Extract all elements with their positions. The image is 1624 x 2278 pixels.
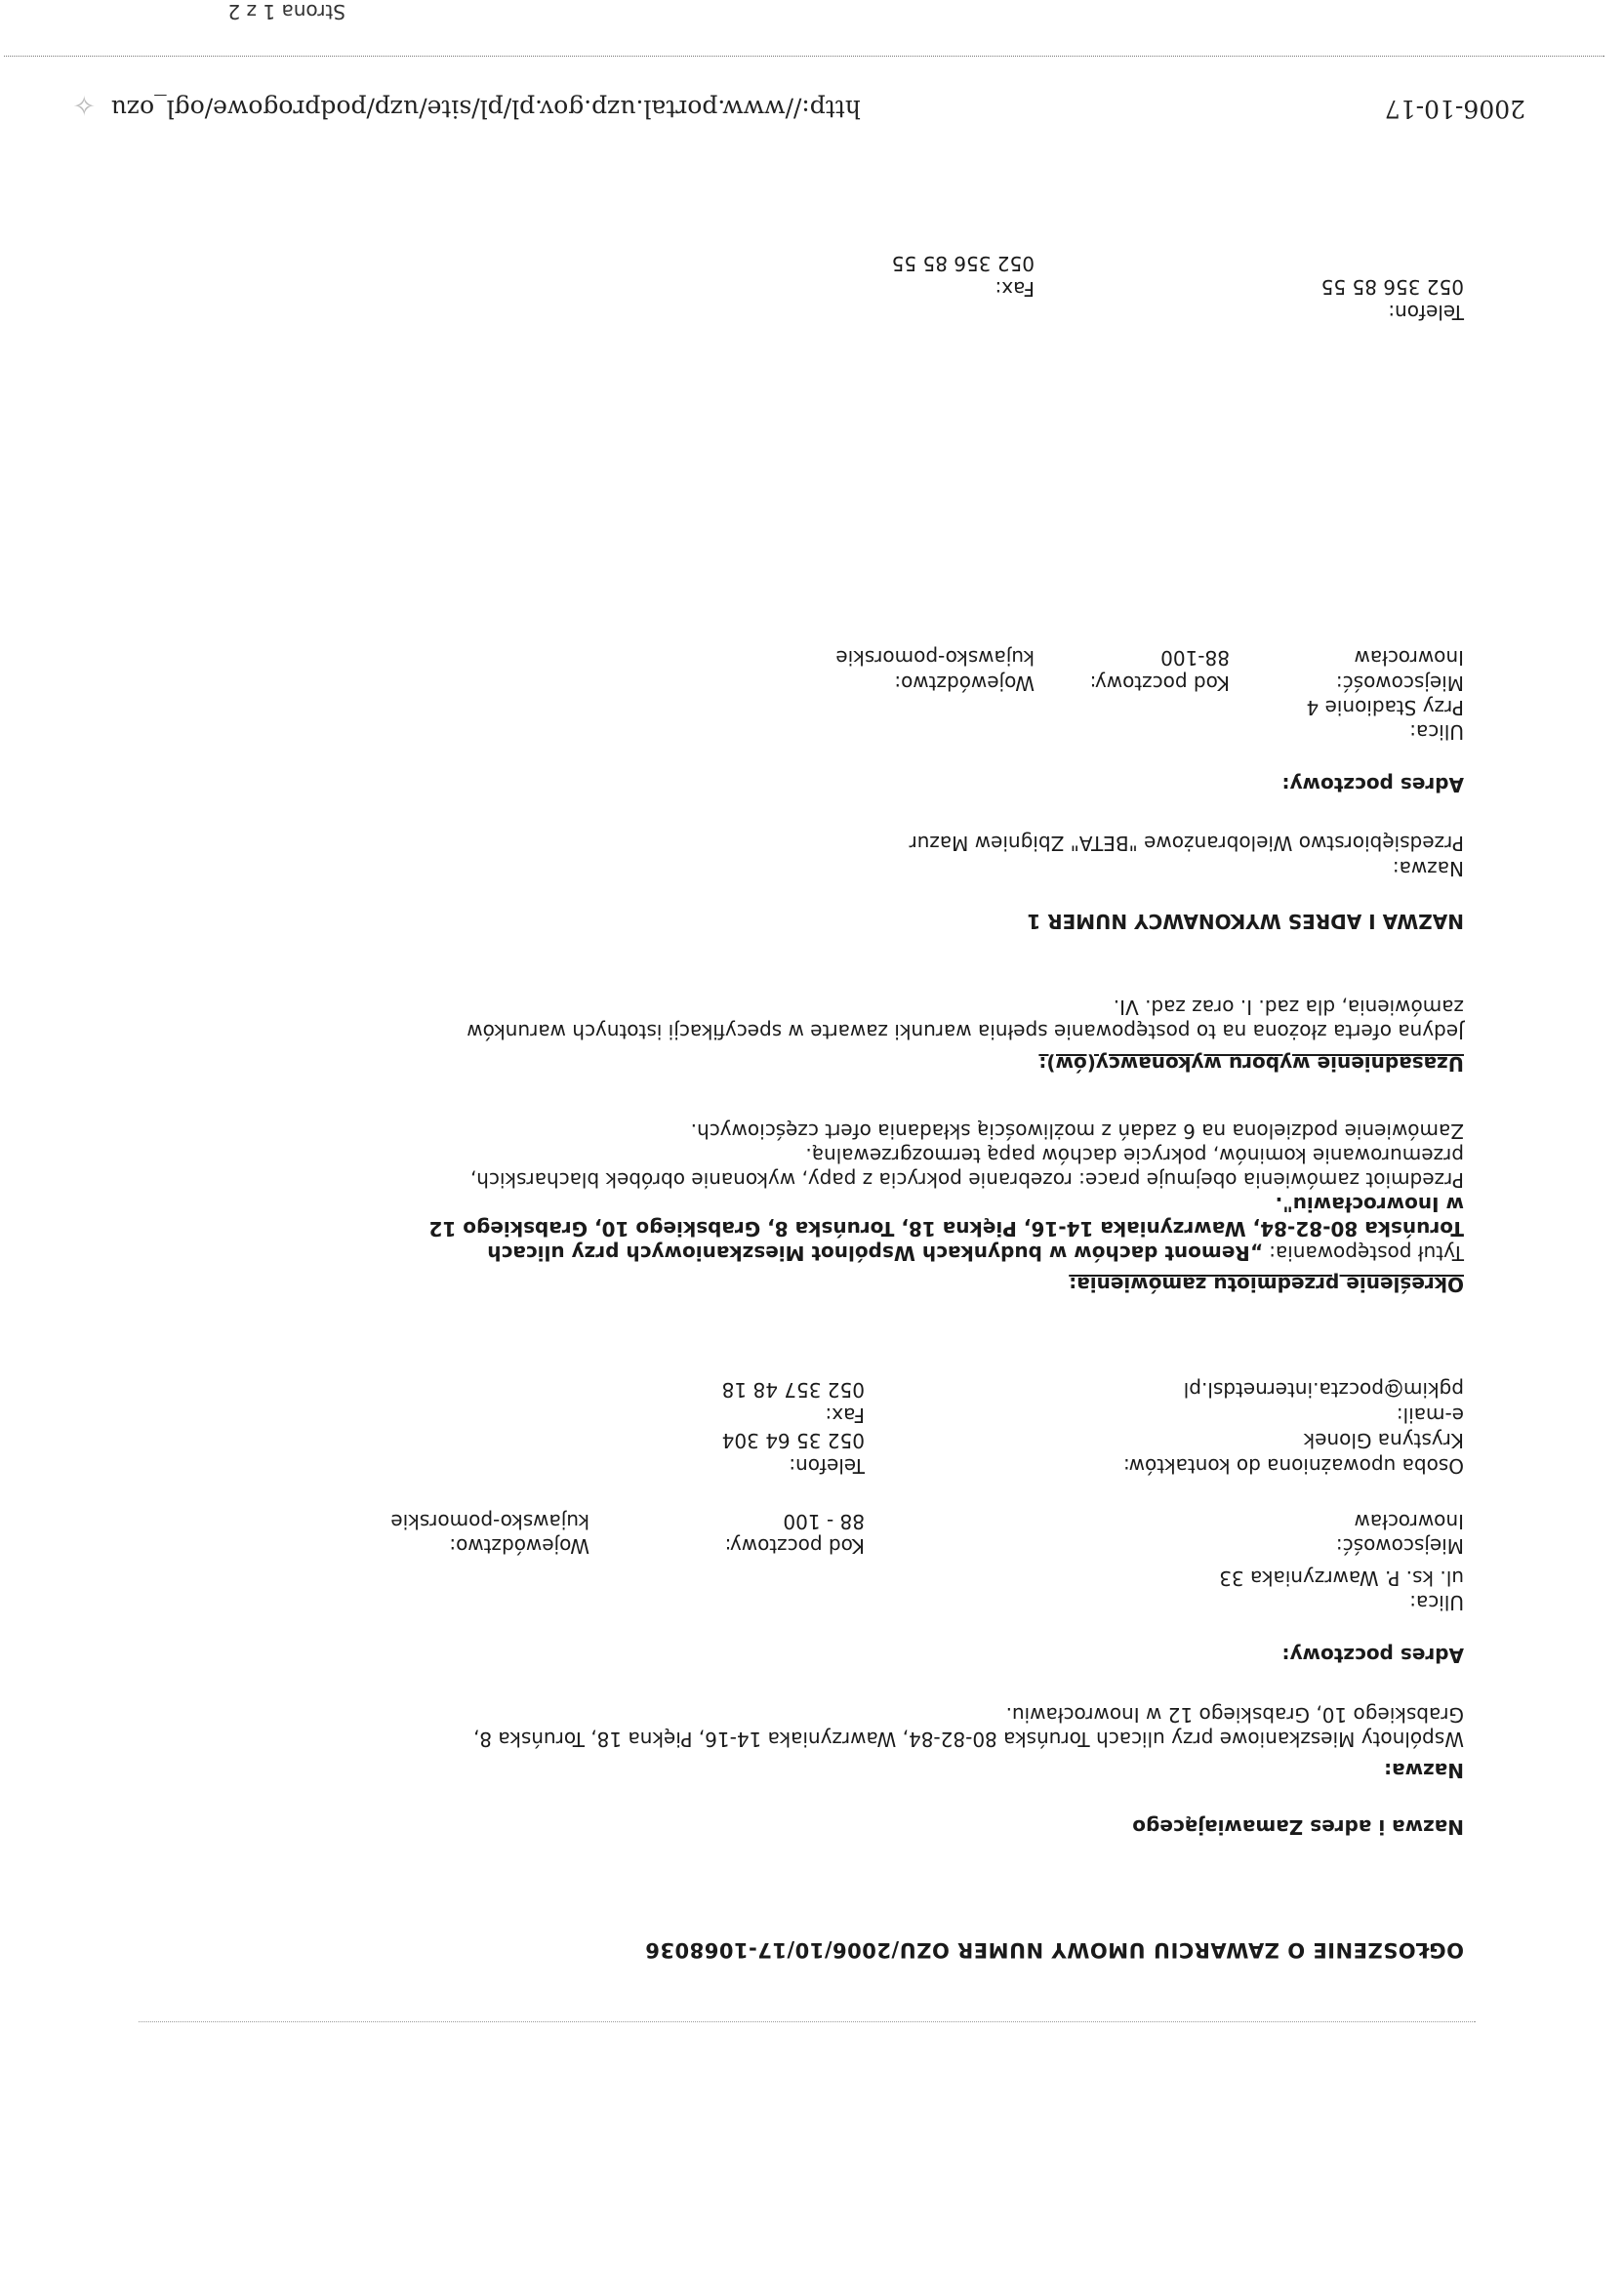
wykonawca-miejscowosc-label: Miejscowość: (1335, 671, 1464, 695)
zamawiajacy-miejscowosc: Inowrocław (1354, 1510, 1464, 1533)
zamawiajacy-nazwa-line2: Grabskiego 10, Grabskiego 12 w Inowrocławiu. (1005, 1703, 1464, 1727)
wykonawca-nazwa-label: Nazwa: (1392, 857, 1464, 880)
wykonawca-heading: NAZWA I ADRES WYKONAWCY NUMER 1 (1027, 910, 1464, 933)
header-url: http://www.portal.uzp.gov.pl/pl/site/uzp/podprogowe/ogl_ozu (110, 95, 861, 123)
zamawiajacy-heading: Nazwa i adres Zamawiającego (1132, 1815, 1464, 1839)
wykonawca-ulica-label: Ulica: (1409, 720, 1464, 744)
uzasadnienie-line2: zamówienia, dla zad. I. oraz zad. VI. (1113, 996, 1464, 1019)
header-date: 2006-10-17 (1384, 95, 1525, 123)
przedmiot-tytul-line1 (487, 1241, 1464, 1265)
uzasadnienie-heading: Uzasadnienie wyboru wykonawcy(ów): (1038, 1052, 1464, 1076)
zamawiajacy-kod-label: Kod pocztowy: (724, 1534, 865, 1558)
zamawiajacy-email-label: e-mail: (1396, 1403, 1464, 1427)
uzasadnienie-line1: Jedyna oferta złożona na to postępowanie spełnia warunki zawarte w specyfikacji istotnych warunków (467, 1020, 1464, 1043)
wykonawca-fax: 052 356 85 55 (891, 252, 1035, 275)
wykonawca-ulica: Przy Stadionie 4 (1306, 696, 1464, 719)
wykonawca-woj-label: Województwo: (894, 671, 1035, 695)
przedmiot-opis-line2: przemurowanie kominów, pokrycie dachów papą termozgrzewalną. (805, 1144, 1464, 1167)
zamawiajacy-email: pgkim@poczta.internetdsl.pl (1183, 1378, 1464, 1402)
przedmiot-opis-line1: Przedmiot zamówienia obejmuje prace: rozebranie pokrycia z papy, wykonanie obróbek blacharskich, (469, 1168, 1464, 1192)
przedmiot-heading: Określenie przedmiotu zamówienia: (1069, 1273, 1464, 1296)
zamawiajacy-fax-label: Fax: (825, 1403, 865, 1427)
wykonawca-kod: 88-100 (1160, 646, 1230, 670)
wykonawca-woj: kujawsko-pomorskie (835, 646, 1035, 670)
zamawiajacy-telefon: 052 35 64 304 (721, 1429, 865, 1452)
zamawiajacy-nazwa-label: Nazwa: (1384, 1759, 1464, 1782)
wykonawca-adres-label: Adres pocztowy: (1281, 773, 1464, 796)
przedmiot-tytul-line3: w Inowrocławiu". (1275, 1193, 1464, 1216)
zamawiajacy-nazwa-line1: Wspólnoty Mieszkaniowe przy ulicach Toruńska 80-82-84, Wawrzyniaka 14-16, Piękna 18, Toruńska 8, (472, 1728, 1464, 1751)
zamawiajacy-woj-label: Województwo: (449, 1534, 589, 1558)
zamawiajacy-fax: 052 357 48 18 (721, 1378, 865, 1402)
zamawiajacy-telefon-label: Telefon: (789, 1454, 865, 1478)
page-number: Strona 1 z 2 (227, 0, 345, 23)
wykonawca-telefon: 052 356 85 55 (1320, 275, 1464, 299)
zamawiajacy-osoba: Krystyna Glonek (1303, 1429, 1464, 1452)
przedmiot-opis-line3: Zamówienie podzielona na 6 zadań z możliwością składania ofert częściowych. (690, 1119, 1464, 1143)
wykonawca-nazwa: Przedsiębiorstwo Wielobranżowe "BETA" Zbigniew Mazur (909, 832, 1464, 855)
zamawiajacy-miejscowosc-label: Miejscowość: (1335, 1534, 1464, 1558)
wykonawca-kod-label: Kod pocztowy: (1089, 671, 1230, 695)
przedmiot-tytul-prefix: Tytuł postępowania: (1262, 1241, 1464, 1265)
wykonawca-telefon-label: Telefon: (1388, 301, 1464, 324)
zamawiajacy-ulica: ul. ks. P. Wawrzyniaka 33 (1219, 1566, 1464, 1590)
przedmiot-tytul-line2: Toruńska 80-82-84, Wawrzyniaka 14-16, Piękna 18, Toruńska 8, Grabskiego 10, Grabskiego 12 (428, 1217, 1464, 1241)
wykonawca-fax-label: Fax: (995, 277, 1035, 301)
title-rule-top (139, 2021, 1476, 2022)
przedmiot-tytul-line1-text: „Remont dachów w budynkach Wspólnot Mieszkaniowych przy ulicach (487, 1241, 1263, 1265)
page-title: OGŁOSZENIE O ZAWARCIU UMOWY NUMER OZU/2006/10/17-1068036 (644, 1938, 1464, 1962)
zamawiajacy-osoba-label: Osoba upoważniona do kontaktów: (1122, 1454, 1464, 1478)
header-rule (4, 56, 1604, 57)
wykonawca-miejscowosc: Inowrocław (1354, 646, 1464, 670)
scan-artifact-icon: ✧ (72, 89, 96, 121)
zamawiajacy-kod: 88 - 100 (783, 1510, 865, 1533)
zamawiajacy-woj: kujawsko-pomorskie (390, 1510, 589, 1533)
zamawiajacy-adres-label: Adres pocztowy: (1281, 1644, 1464, 1667)
zamawiajacy-ulica-label: Ulica: (1409, 1591, 1464, 1614)
